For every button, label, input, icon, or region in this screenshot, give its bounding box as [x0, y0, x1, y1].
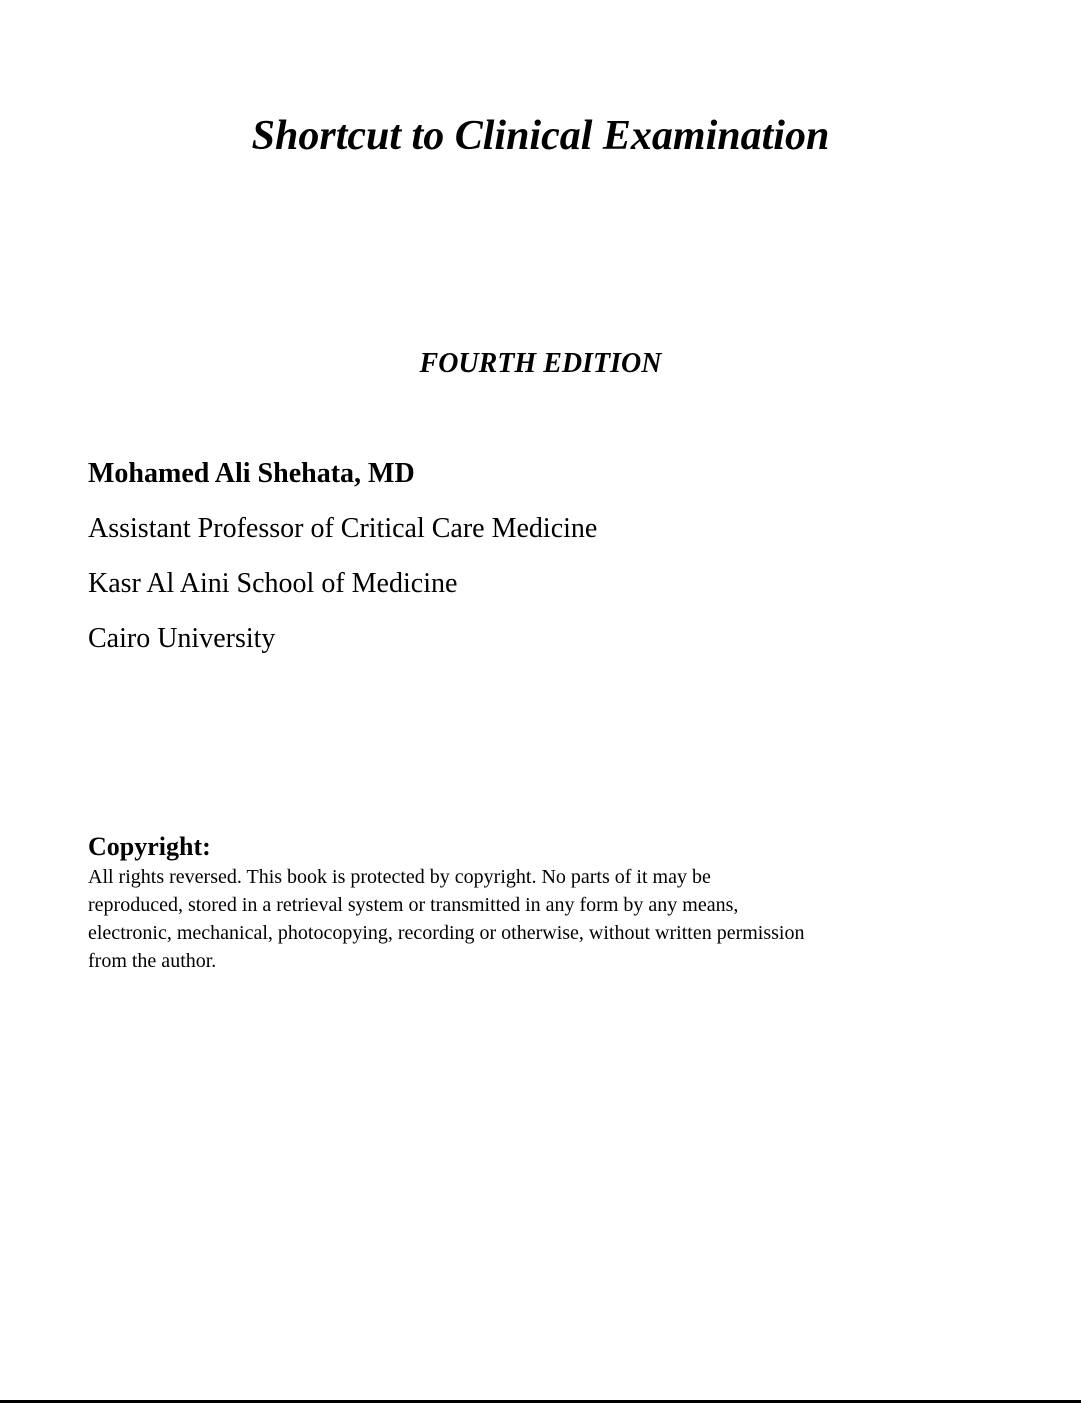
- author-position: Assistant Professor of Critical Care Medicine: [88, 513, 598, 544]
- copyright-notice: All rights reversed. This book is protected by copyright. No parts of it may be reproduced, stored in a retrieval system or transmitted in any form by any means, electronic, mechanical, photocopying, recording or otherwise, without written permission from the author.: [88, 866, 805, 972]
- edition-label: FOURTH EDITION: [419, 348, 662, 379]
- author-university: Cairo University: [88, 623, 276, 654]
- book-title: Shortcut to Clinical Examination: [251, 113, 830, 159]
- author-block: [88, 456, 988, 676]
- copyright-block: [88, 831, 808, 975]
- author-school: Kasr Al Aini School of Medicine: [88, 568, 458, 599]
- copyright-heading: Copyright:: [88, 832, 211, 861]
- author-name: Mohamed Ali Shehata, MD: [88, 458, 415, 489]
